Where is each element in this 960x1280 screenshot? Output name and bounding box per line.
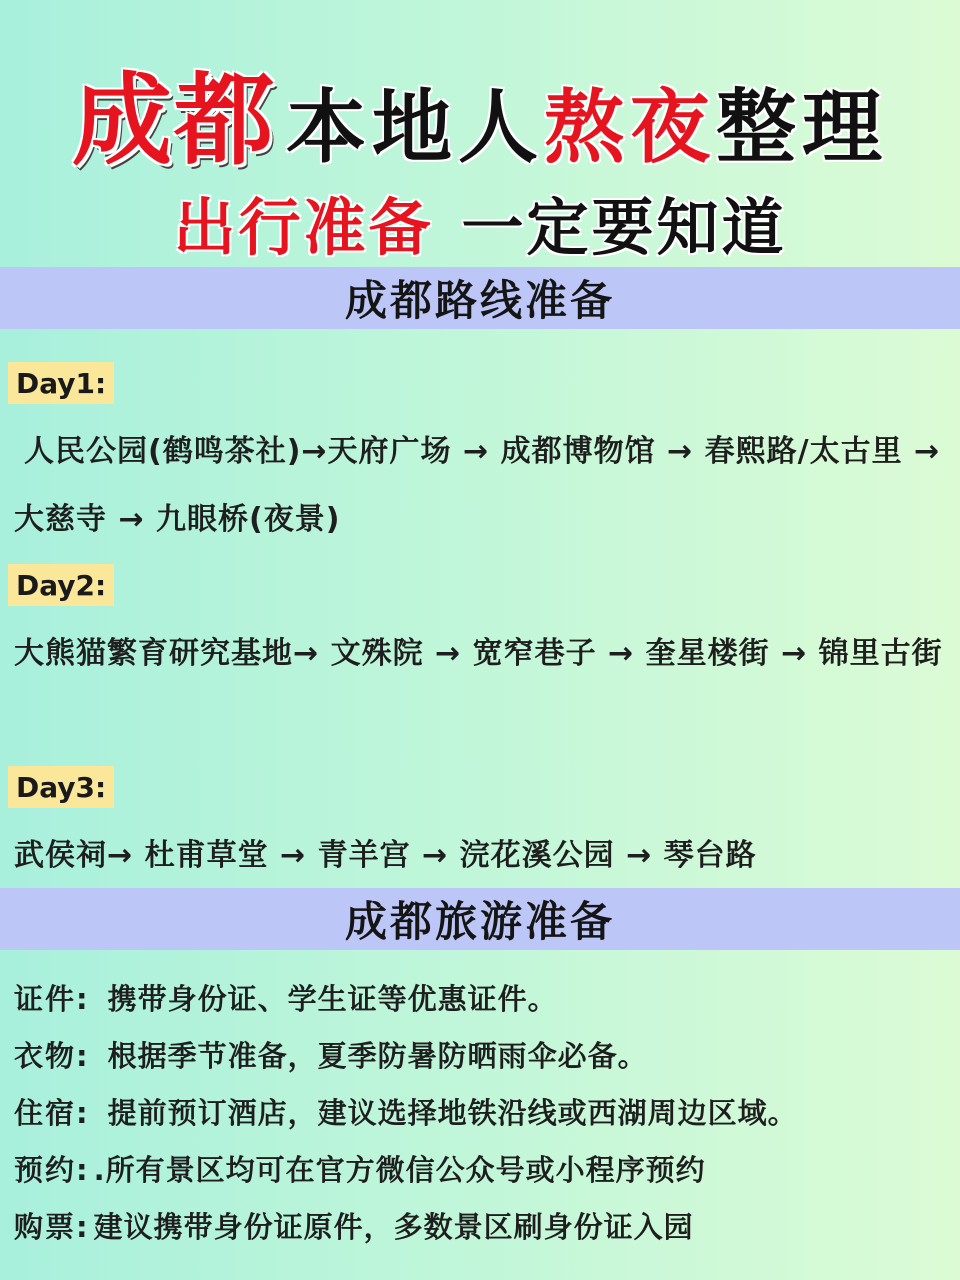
day1-route: 人民公园(鹤鸣茶社)→天府广场 → 成都博物馆 → 春熙路/太古里 → 大慈寺 → 九眼桥(夜景) — [14, 434, 941, 537]
prep-key: 衣物: — [14, 1038, 90, 1073]
page-subtitle — [0, 178, 960, 267]
title-locals: 本地人 — [286, 81, 544, 174]
prep-value: 携带身份证、学生证等优惠证件。 — [107, 981, 558, 1016]
prep-item-reservation — [14, 1143, 944, 1193]
day1-tag: Day1: — [8, 362, 114, 404]
title-compiled: 整理 — [716, 81, 888, 174]
route-section-heading: 成都路线准备 — [0, 267, 960, 329]
travel-section-heading: 成都旅游准备 — [0, 888, 960, 950]
title-city: 成都 — [72, 61, 276, 179]
page-title — [0, 40, 960, 184]
day3-tag: Day3: — [8, 766, 114, 808]
prep-item-clothing — [14, 1029, 944, 1079]
subtitle-travel-prep: 出行准备 — [173, 191, 434, 264]
prep-key: 住宿: — [14, 1095, 90, 1130]
day3-route: 武侯祠→ 杜甫草堂 → 青羊宫 → 浣花溪公园 → 琴台路 — [14, 838, 757, 873]
day2-tag: Day2: — [8, 564, 114, 606]
subtitle-must-know: 一定要知道 — [461, 191, 787, 264]
prep-item-documents — [14, 972, 944, 1022]
prep-key: 预约: — [14, 1152, 90, 1187]
prep-key: 证件: — [14, 981, 90, 1016]
prep-item-tickets — [14, 1200, 944, 1250]
title-late-night: 熬夜 — [544, 81, 716, 174]
prep-value: 建议携带身份证原件，多数景区刷身份证入园 — [93, 1209, 694, 1244]
prep-key: 购票: — [14, 1209, 90, 1244]
prep-value: .所有景区均可在官方微信公众号或小程序预约 — [93, 1152, 706, 1187]
prep-value: 提前预订酒店，建议选择地铁沿线或西湖周边区域。 — [107, 1095, 798, 1130]
prep-item-lodging — [14, 1086, 944, 1136]
day2-route: 大熊猫繁育研究基地→ 文殊院 → 宽窄巷子 → 奎星楼街 → 锦里古街 — [14, 636, 943, 671]
prep-value: 根据季节准备，夏季防暑防晒雨伞必备。 — [107, 1038, 648, 1073]
